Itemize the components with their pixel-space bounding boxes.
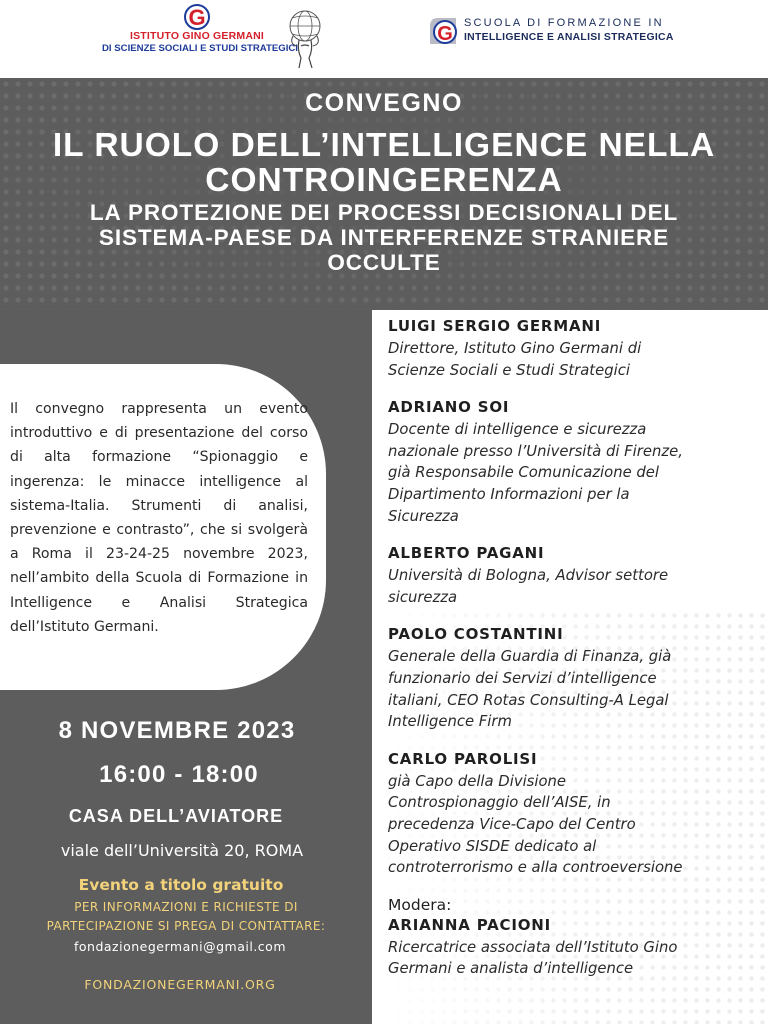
moderator-label: Modera: xyxy=(388,895,452,914)
subtitle-line: LA PROTEZIONE DEI PROCESSI DECISIONALI DEL xyxy=(89,200,679,225)
website-link[interactable]: FONDAZIONEGERMANI.ORG xyxy=(84,977,276,992)
speaker-item xyxy=(388,397,760,527)
speaker-name: CARLO PAROLISI xyxy=(388,749,538,768)
scuola-formazione-logo xyxy=(428,12,688,52)
speaker-role: Direttore, Istituto Gino Germani di Scienze Sociali e Studi Strategici xyxy=(388,340,642,379)
event-date: 8 NOVEMBRE 2023 xyxy=(58,717,296,744)
event-address: viale dell’Università 20, ROMA xyxy=(60,841,304,860)
event-kicker: CONVEGNO xyxy=(305,89,463,117)
istituto-germani-logo xyxy=(100,4,340,74)
speakers-list xyxy=(388,316,760,996)
logo-line-2: DI SCIENZE SOCIALI E STUDI STRATEGICI xyxy=(102,43,298,54)
speaker-role: già Capo della Divisione Controspionaggio dell’AISE, in precedenza Vice-Capo del Centro Operativo SISDE dedicato al controterrorismo e alla controeversione xyxy=(388,772,683,877)
contact-email-link[interactable]: fondazionegermani@gmail.com xyxy=(73,939,287,954)
speaker-item xyxy=(388,543,760,608)
event-venue: CASA DELL’AVIATORE xyxy=(68,806,284,826)
event-info xyxy=(0,716,372,995)
moderator-name: ARIANNA PACIONI xyxy=(388,915,551,934)
speaker-name: LUIGI SERGIO GERMANI xyxy=(388,317,602,335)
free-event-note: Evento a titolo gratuito xyxy=(78,876,284,894)
moderator-role: Ricercatrice associata dell’Istituto Gino Germani e analista d’intelligence xyxy=(388,938,678,978)
speaker-item xyxy=(388,316,760,381)
speaker-role: Università di Bologna, Advisor settore sicurezza xyxy=(388,567,669,606)
svg-text:G: G xyxy=(437,23,453,45)
contact-info-line: PER INFORMAZIONI E RICHIESTE DI xyxy=(74,900,298,914)
speaker-name: PAOLO COSTANTINI xyxy=(388,625,564,644)
atlas-globe-icon xyxy=(283,6,327,70)
speaker-role: Generale della Guardia di Finanza, già funzionario dei Servizi d’intelligence italiani, CEO Rotas Consulting-A Legal Intelligence Firm xyxy=(388,648,672,731)
speaker-name: ADRIANO SOI xyxy=(388,398,510,417)
g-logo-icon xyxy=(428,16,458,46)
logo-line-2: INTELLIGENCE E ANALISI STRATEGICA xyxy=(464,32,674,43)
intro-text: Il convegno rappresenta un evento introduttivo e di presentazione del corso di alta formazione “Spionaggio e ingerenza: le minacce intelligence al sistema-Italia. Strumenti di analisi, prevenzione e contrasto”, che si svolgerà a Roma il 23-24-25 novembre 2023, nell’ambito della Scuola di Formazione in Intelligence e Analisi Strategica dell’Istituto Germani. xyxy=(10,401,308,635)
subtitle-line: SISTEMA-PAESE DA INTERFERENZE STRANIERE xyxy=(98,225,670,250)
speaker-item xyxy=(388,624,760,732)
logo-line-1: ISTITUTO GINO GERMANI xyxy=(129,30,265,42)
moderator-item xyxy=(388,895,760,980)
event-time: 16:00 - 18:00 xyxy=(99,761,259,788)
speaker-item xyxy=(388,749,760,879)
main-title xyxy=(0,128,768,198)
subtitle xyxy=(0,200,768,275)
main-title-line: CONTROINGERENZA xyxy=(205,162,563,199)
main-title-line: IL RUOLO DELL’INTELLIGENCE NELLA xyxy=(52,127,716,164)
subtitle-line: OCCULTE xyxy=(327,250,441,275)
contact-info-line: PARTECIPAZIONE SI PREGA DI CONTATTARE: xyxy=(46,919,326,933)
title-block xyxy=(0,86,768,275)
speaker-name: ALBERTO PAGANI xyxy=(388,544,545,563)
svg-text:G: G xyxy=(188,5,206,30)
contact-info xyxy=(0,898,372,936)
speaker-role: Docente di intelligence e sicurezza nazionale presso l’Università di Firenze, già Responsabile Comunicazione del Dipartimento Informazioni per la Sicurezza xyxy=(388,421,683,525)
header xyxy=(0,0,768,78)
logo-line-1: SCUOLA DI FORMAZIONE IN xyxy=(464,17,664,29)
g-logo-icon xyxy=(183,4,211,30)
